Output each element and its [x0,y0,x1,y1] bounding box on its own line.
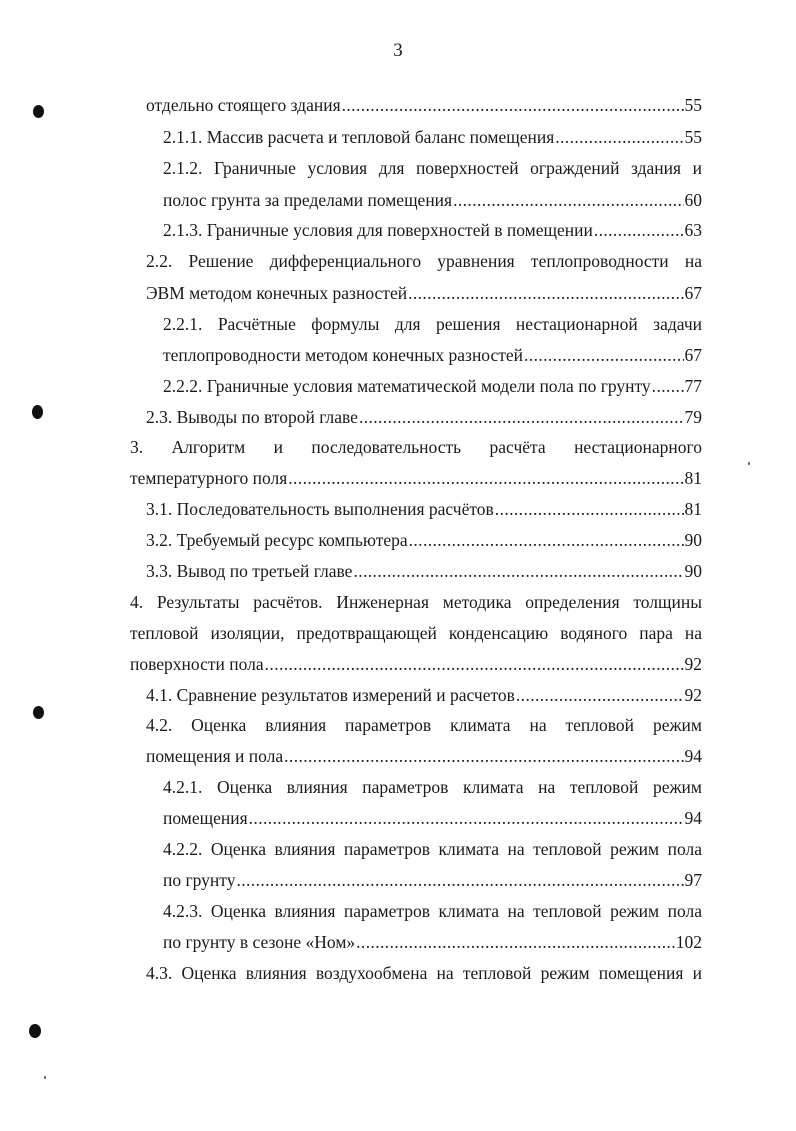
toc-line[interactable] [130,464,702,492]
toc-page-number: 97 [684,870,702,890]
toc-line[interactable] [130,650,702,678]
toc-leader-dots [288,464,683,492]
toc-entry-text: помещения [163,808,248,828]
page-number: 3 [393,40,403,61]
binder-hole-mark [33,706,44,719]
toc-line[interactable]: 4.2.2. Оценка влияния параметров климата на тепловой режим пола [163,839,702,859]
toc-line[interactable] [163,928,702,956]
toc-line[interactable] [163,123,702,151]
toc-entry-text: 3.2. Требуемый ресурс компьютера [146,530,408,550]
toc-leader-dots [594,216,684,244]
toc-leader-dots [359,403,684,431]
toc-line[interactable] [163,341,702,369]
toc-page-number: 92 [684,654,702,674]
toc-page-number: 94 [684,808,702,828]
toc-line[interactable] [163,866,702,894]
toc-entry-text: теплопроводности методом конечных разностей [163,345,524,365]
toc-leader-dots [555,123,683,151]
toc-entry-text: поверхности пола [130,654,264,674]
toc-line[interactable] [146,681,702,709]
toc-entry-text: по грунту [163,870,236,890]
scan-speck [748,462,750,465]
toc-entry-text: по грунту в сезоне «Ном» [163,932,356,952]
toc-entry-text: 2.1.1. Массив расчета и тепловой баланс помещения [163,127,555,147]
toc-page-number: 77 [684,376,702,396]
binder-hole-mark [32,405,43,419]
toc-line[interactable]: тепловой изоляции, предотвращающей конденсацию водяного пара на [130,623,702,643]
toc-entry-text: 3.1. Последовательность выполнения расчётов [146,499,494,519]
toc-line[interactable]: 4.3. Оценка влияния воздухообмена на тепловой режим помещения и [146,963,702,983]
toc-leader-dots [408,279,683,307]
toc-line[interactable]: 4.2.1. Оценка влияния параметров климата на тепловой режим [163,777,702,797]
toc-entry-text: 2.1.3. Граничные условия для поверхностей в помещении [163,220,593,240]
toc-page-number: 79 [684,407,702,427]
toc-entry-text: отдельно стоящего здания [146,95,341,115]
toc-entry-text: 4.1. Сравнение результатов измерений и расчетов [146,685,515,705]
toc-leader-dots [409,526,684,554]
toc-line[interactable] [163,372,702,400]
binder-hole-mark [29,1024,41,1038]
toc-page-number: 60 [684,190,702,210]
toc-page-number: 55 [684,127,702,147]
toc-page-number: 90 [684,530,702,550]
toc-leader-dots [342,91,684,119]
toc-leader-dots [236,866,683,894]
toc-page-number: 81 [684,499,702,519]
toc-page-number: 92 [684,685,702,705]
toc-leader-dots [652,372,684,400]
toc-line[interactable] [163,804,702,832]
toc-line[interactable]: 2.1.2. Граничные условия для поверхностей ограждений здания и [163,158,702,178]
toc-leader-dots [524,341,683,369]
toc-line[interactable]: 4.2. Оценка влияния параметров климата на тепловой режим [146,715,702,735]
toc-line[interactable]: 4. Результаты расчётов. Инженерная методика определения толщины [130,592,702,612]
toc-line[interactable] [163,216,702,244]
binder-hole-mark [33,105,44,118]
toc-leader-dots [516,681,684,709]
toc-page-number: 67 [684,345,702,365]
toc-page-number: 67 [684,283,702,303]
toc-line[interactable] [146,279,702,307]
toc-leader-dots [284,742,683,770]
toc-leader-dots [453,186,683,214]
toc-line[interactable] [146,91,702,119]
toc-page-number: 55 [684,95,702,115]
toc-entry-text: 2.3. Выводы по второй главе [146,407,358,427]
toc-page-number: 90 [684,561,702,581]
toc-entry-text: ЭВМ методом конечных разностей [146,283,408,303]
toc-page-number: 81 [684,468,702,488]
toc-leader-dots [249,804,684,832]
toc-page-number: 63 [684,220,702,240]
toc-line[interactable]: 2.2. Решение дифференциального уравнения теплопроводности на [146,251,702,271]
toc-leader-dots [265,650,684,678]
toc-line[interactable] [146,742,702,770]
toc-entry-text: полос грунта за пределами помещения [163,190,453,210]
toc-page-number: 102 [675,932,702,952]
toc-line[interactable]: 3. Алгоритм и последовательность расчёта нестационарного [130,437,702,457]
toc-page-number: 94 [684,746,702,766]
toc-leader-dots [356,928,675,956]
toc-line[interactable] [146,557,702,585]
toc-line[interactable]: 4.2.3. Оценка влияния параметров климата на тепловой режим пола [163,901,702,921]
toc-line[interactable] [146,495,702,523]
scan-speck [44,1076,46,1079]
toc-entry-text: температурного поля [130,468,288,488]
toc-leader-dots [495,495,684,523]
toc-leader-dots [353,557,683,585]
toc-entry-text: 3.3. Вывод по третьей главе [146,561,353,581]
toc-line[interactable] [163,186,702,214]
toc-line[interactable] [146,403,702,431]
toc-line[interactable] [146,526,702,554]
toc-entry-text: 2.2.2. Граничные условия математической модели пола по грунту [163,376,651,396]
toc-entry-text: помещения и пола [146,746,284,766]
toc-line[interactable]: 2.2.1. Расчётные формулы для решения нестационарной задачи [163,314,702,334]
